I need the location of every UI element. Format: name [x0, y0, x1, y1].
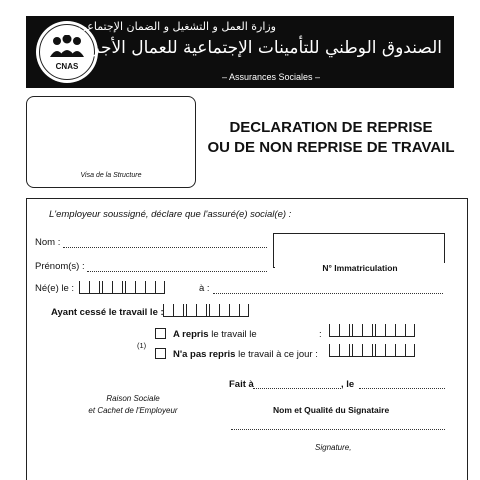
non-repris-date-field[interactable] [329, 345, 415, 357]
title-line-1: DECLARATION DE REPRISE [229, 119, 433, 136]
visa-label: Visa de la Structure [80, 172, 142, 179]
birth-place-label: à : [199, 283, 210, 294]
title-line-2: OU DE NON REPRISE DE TRAVAIL [207, 139, 455, 156]
signature-label: Signature, [315, 443, 352, 452]
cnas-header-banner [26, 16, 454, 88]
birth-date-label: Né(e) le : [35, 283, 75, 294]
repris-date-field[interactable] [329, 325, 415, 337]
repris-label [173, 329, 257, 340]
repris-label-bold: A repris [173, 329, 209, 340]
raison-line-2: et Cachet de l'Employeur [88, 406, 178, 415]
choice-number: (1) [137, 341, 147, 350]
logo-text: CNAS [55, 62, 79, 71]
ministry-name: وزارة العمل و التشغيل و الضمان الإجتماعي [78, 20, 276, 33]
raison-sociale-label [73, 393, 193, 417]
signature-date-field[interactable] [359, 388, 445, 389]
fait-a-label: Fait à [229, 379, 254, 390]
fait-a-field[interactable] [253, 388, 341, 389]
date-le-label: , le [341, 379, 355, 390]
header-subtitle: – Assurances Sociales – [222, 72, 321, 82]
raison-line-1: Raison Sociale [106, 394, 160, 403]
repris-checkbox[interactable] [155, 328, 166, 339]
document-title [196, 118, 466, 158]
prenom-field[interactable] [87, 271, 267, 272]
immatriculation-label: N° Immatriculation [275, 263, 445, 273]
non-repris-checkbox[interactable] [155, 348, 166, 359]
stop-date-label: Ayant cessé le travail le : [51, 307, 164, 318]
non-repris-label-bold: N'a pas repris [173, 349, 236, 360]
repris-label-rest: le travail le [208, 329, 257, 340]
repris-colon: : [319, 329, 322, 340]
signatory-label: Nom et Qualité du Signataire [273, 405, 390, 415]
prenom-label: Prénom(s) : [35, 261, 85, 272]
non-repris-label-rest: le travail à ce jour : [235, 349, 318, 360]
non-repris-label [173, 349, 318, 360]
nom-label: Nom : [35, 237, 61, 248]
nom-field[interactable] [63, 247, 267, 248]
birth-date-field[interactable] [79, 282, 165, 294]
fund-name: الصندوق الوطني للتأمينات الإجتماعية للعمال الأجراء [78, 38, 442, 58]
birth-place-field[interactable] [213, 293, 443, 294]
signatory-field[interactable] [231, 429, 445, 430]
form-intro: L'employeur soussigné, déclare que l'assuré(e) social(e) : [49, 209, 292, 220]
visa-structure-box[interactable] [26, 96, 196, 188]
declaration-form [26, 198, 468, 480]
stop-date-field[interactable] [163, 305, 249, 317]
